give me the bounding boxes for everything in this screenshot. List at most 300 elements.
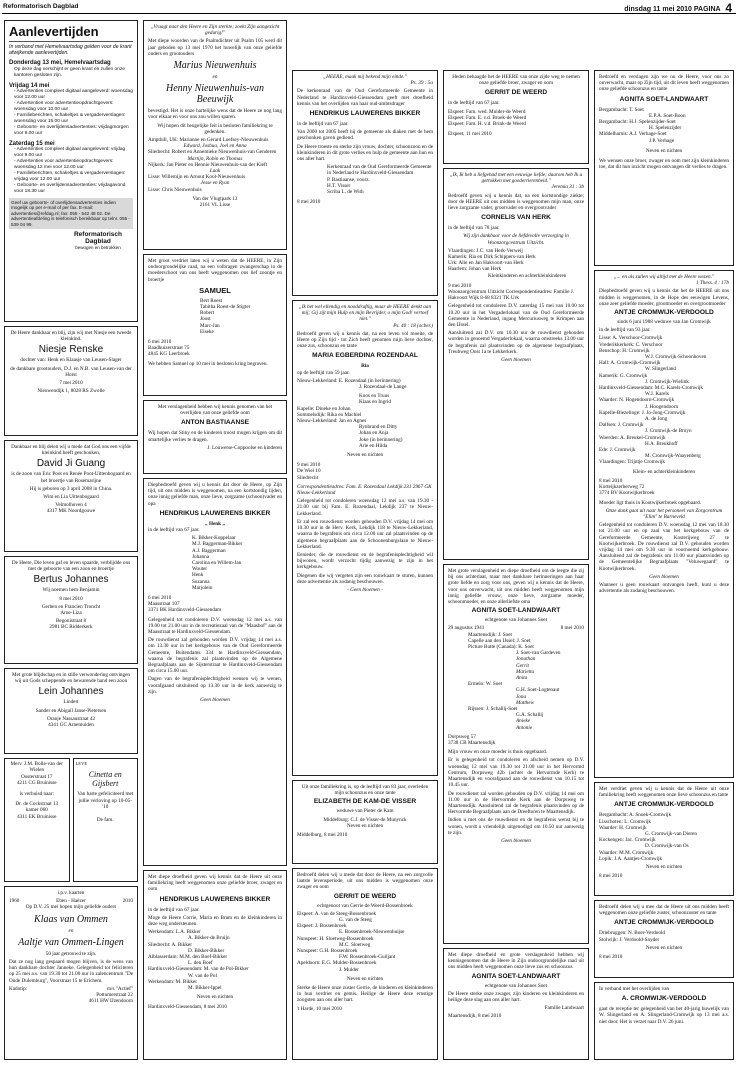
family-line: Lisse: Chris Nieuwenhuis [148, 186, 202, 193]
obit-thanks: Wij zijn dankbaar voor de liefdevolle verzorging in Woonzorgcentrum Uitzicht. [463, 233, 569, 246]
family-line: M.C. Sloetweg [339, 941, 371, 948]
family-line: Anieke [516, 718, 531, 725]
obit-intro: Bedroefd en verslagen zijn we nu de Heere, voor ons zo onverwacht, maar op Zijn tijd, uit dit leven heeft weggenomen onze geliefde schoonzus en tante [599, 74, 729, 93]
address-line: 4611 HW IJzendoorn [88, 998, 133, 1005]
deceased-name: AGNITA SOET-LANDWAART [619, 95, 709, 103]
notice-item: - Geboorte- en overlijdensadvertenties: vrijdagavond voor 18.30 uur [14, 183, 126, 195]
obit-footer: - Geen bloemen - [347, 586, 383, 593]
family-line: Werkendam: L.A. Bikker [148, 929, 201, 936]
address-line: m/s "Actief" [107, 985, 133, 992]
obit-footer: Geen bloemen [501, 837, 531, 844]
deceased-name: MARIA EGBERDINA ROZENDAAL [312, 352, 418, 360]
family-line: Bergambacht: H.J. Spelenzijder-Soet [599, 119, 676, 126]
deceased-name: HENDRIKUS LAUWERENS BIKKER [159, 509, 271, 517]
address-line: Van der Vlugtpark 13 [192, 195, 238, 202]
family-line: Bert Roest [200, 297, 223, 304]
column-4 [443, 20, 589, 1060]
obit-quote-ref: Ps. 39 : 5a [410, 80, 433, 87]
notice-line: Merv. J.M. Bolle-van der Wielen [10, 761, 63, 774]
family-line: H.A. Breukhoff [645, 440, 678, 447]
family-line: Woerden: A. Breukel-Cromwijk [599, 434, 666, 441]
family-line: Neven en nichten [645, 944, 683, 951]
family-line: Hardinxveld-Giessendam: M. van de Pol-Bikker [148, 966, 249, 973]
engagement-notice [73, 758, 139, 882]
obit-body: Gelegenheid tot condoleren D.V. zaterdag 15 mei van 10.00 tot 10.20 uur in het Vergaderlokaal van de Oud Gereformeerde Gemeente in Nederland, ingang Mercuriusweg te Krimpen aan den IJssel. [448, 303, 584, 329]
ad-intro: Met grote blijdschap en in stille verwondering ontvingen wij uit Gods scheppende en bewarende hand een zoon [12, 672, 130, 685]
obituary-agnita-family [443, 564, 589, 944]
family-line: Suzanna [192, 578, 210, 585]
address-line: Pottumerstraat 22 [96, 992, 133, 999]
issue-date: dinsdag 11 mei 2010 [624, 6, 692, 13]
obituary-cornelis [443, 168, 589, 560]
family-list [148, 535, 282, 591]
family-line: Robert [200, 310, 215, 317]
family-line: M. Cromwijk-Waayenberg [645, 453, 701, 460]
obit-signature: Familie Landwaart [544, 1005, 584, 1012]
deceased-subtitle: echtgenote van Johannes Soet [484, 982, 548, 989]
obituary-samuel [143, 254, 287, 396]
obit-quote: „HEERE, maak mij bekend mijn einde." [323, 74, 407, 80]
notice-item: - Advertenties voor advertentieopdrachtgevers: woensdag 12 mei voor 12.00 uur [14, 159, 114, 171]
notice-line: De fam. [96, 816, 114, 823]
obit-date: 9 mei 2010 [297, 462, 321, 469]
family-line: Henk [192, 572, 204, 579]
notice-line: Dr. de Cockstraat 13 [15, 801, 59, 808]
obituary-elizabeth [292, 780, 438, 864]
obit-thanks: Onze dank gaat uit naar het personeel van Zorgcentrum "Elim" te Barneveld [605, 507, 723, 520]
family-line: Ampthill, UK: Marianne en Gerard Loefsey-Nieuwenhuis [148, 137, 269, 144]
ad-date: 8 mei 2010 [59, 595, 83, 602]
ad-signature: Sander en Abigail Janse-Pietersen [35, 707, 107, 714]
husband-name: Marius Nieuwenhuis [173, 60, 257, 72]
family-line: Vlaardingen: Trijntje Cromwijk [599, 459, 665, 466]
ad-intro: De Heere dankbaar en blij, zijn wij met Niesje een tweede kleinkind. [10, 330, 132, 343]
family-line: Haarlem: Johan van Herk [448, 266, 502, 273]
family-line: Arie en Hilda [359, 442, 388, 449]
family-list [599, 335, 729, 474]
family-line: W.J. Karels [645, 391, 669, 398]
obituary-maria [292, 300, 438, 776]
obit-body: Eenieder, die de rouwdienst en de begrafenisplechtigheid wil bijwonen, wordt verzocht tijdig aanwezig te zijn in het kerkgebouw. [297, 551, 433, 571]
family-line: Rynbrand en Ditty [359, 424, 398, 431]
deceased-subtitle: echtgenote van Johannes Soet [484, 617, 548, 624]
obit-intro: De kerkenraad van de Oud Gereformeerde Gemeente in Nederland te Hardinxveld-Giessendam geeft met droefheid kennis van het overlijden van haar oud-ambtsdrager [297, 88, 433, 107]
family-list [297, 911, 433, 982]
ad-address: Nieuwendijk 1, 8028 RS Zwolle [37, 388, 105, 395]
ad-intro: Dankbaar en blij delen wij u mede dat God ons een vijfde kleinkind heeft geschonken, [11, 444, 131, 457]
obituary-gerrit-siblings [443, 70, 589, 164]
aanlevertijden-notice [4, 20, 138, 322]
deceased-name: A. CROMWIJK-VERDOOLD [621, 995, 707, 1003]
obituary-agnita-inlaws [594, 70, 734, 266]
notice-intro: In verband met Hemelvaartsdag gelden voor de krant afwijkende aanlevertijden. [9, 44, 132, 57]
family-line: E. Bossenbroek-Nieuwenhuijse [339, 929, 405, 936]
obituary-hendrikus-family [143, 478, 287, 866]
obit-intro: Uit onze familiekring is, op de leeftijd van 83 jaar, overleden mijn schoonzus en onze tante [301, 784, 429, 797]
obituary-hendrikus-church [292, 70, 438, 296]
deceased-age: in de leeftijd van 78 jaar. [448, 225, 500, 232]
family-line: Capelle aan den IJssel: J. Soet [468, 637, 531, 644]
ad-text: Op D.V. 25 mei hopen mijn geliefde ouders [25, 904, 117, 911]
ad-address: Oranje Nassaustraat 42 [46, 715, 96, 722]
family-line: Vlaardingen: J.C. van Herk-Verweij [448, 247, 523, 254]
notice-line: is verhuisd naar: [19, 790, 54, 797]
gift-address [9, 986, 133, 1005]
family-line: F.W. Bossenbroek-Guiljant [339, 954, 396, 961]
family-line: J. Cromwijk-de Bruyn [645, 428, 692, 435]
obit-body: Gelegenheid tot condoleren D.V. woensdag 12 mei van 18.30 tot 21.00 uur en op zaal van het kerkgebouw van de Gereformeerde Gemeente, Kosterijweg 27 te Kootwijkerbroek. De rouwdienst zal D.V. gehouden worden vrijdag 14 mei om 9.30 uur in voornoemd kerkgebouw. Aansluitend zal de begrafenis om 11.00 uur plaatsvinden op de Gemeentelijke Begraafplaats "Veluwegaard" te Kootwijkerbroek. [599, 522, 729, 572]
deceased-age: in de leeftijd van 67 jaar. [448, 100, 500, 107]
obit-quote-ref: 1 Thess. 4 : 17b [696, 280, 729, 287]
notice-item: - Advertenties voor advertentieopdrachtgevers: woensdag voor 10.00 uur [14, 100, 114, 112]
obit-quote-ref: Jeremia 31 : 3b [551, 184, 584, 191]
family-line: Maartensdijk: J. Soet [468, 631, 512, 638]
obit-body: Gelegenheid tot condoleren D.V. woensdag 12 mei a.s. van 19.00 tot 21.00 uur in de recreatiezaal van de "Maashof" aan de Maasstraat te Hardinxveld-Giessendam. [148, 616, 282, 636]
logo-text: Reformatorisch Dagblad [73, 231, 123, 246]
obit-body: Diegenen die wij vergeten zijn een rouwkaart te sturen, kunnen deze advertentie als zodanig beschouwen. [297, 572, 433, 585]
obit-date: 8 mei 2010 [599, 477, 623, 484]
family-line: Neven en nichten [346, 822, 384, 829]
obit-intro: Diepbedroefd geven wij u kennis dat door de Heere, op Zijn tijd, uit ons midden is weggenomen, na een kortstondig lijden, onze innig geliefde man, onze lieve, zorgzame (schoon)vader en opa [148, 482, 282, 507]
family-line: J. Soet-van Gardeven [516, 650, 561, 657]
obit-body: De Heere sterke onze zwager, zijn kinderen en kleinkinderen en heilige deze slag aan ons aller hart. [448, 990, 584, 1004]
family-line: Bergambacht: A. Snoek-Cromwijk [599, 812, 672, 819]
wife-name: Henny Nieuwenhuis-van Beeuwijk [165, 83, 265, 106]
ad-text: is de zoon van Eric Poot en Renée Poot-Uittenbogaard en het broertje van Rosemarijne [11, 471, 131, 484]
obit-address: 3774 BV Kootwijkerbroek [599, 490, 655, 497]
page-number: 4 [725, 1, 732, 15]
notice-text: Op deze dag verschijnt er geen krant en zullen onze kantoren gesloten zijn. [14, 66, 125, 78]
notice-heading: Vrijdag 14 mei [9, 82, 50, 89]
family-line: Tabitha Roest-de Stigter [200, 304, 251, 311]
family-line: Nieuw-Lekkerland: Jan en Agnes [297, 418, 367, 425]
family-line: G. Cromwijk-van Dieren [645, 831, 698, 838]
obit-address: Baadhuizerstraat 75 [148, 345, 190, 352]
obit-address: 3371 BK Hardinxveld-Giessendam [148, 607, 222, 614]
family-line: Koos en Truus [359, 393, 390, 400]
family-line: H. Spelenzijder [649, 125, 682, 132]
obit-date: Middelburg, 8 mei 2010 [297, 832, 348, 839]
family-line: Johan en Anja [359, 430, 389, 437]
wife-name: Aaltje van Ommen-Lingen [18, 936, 124, 948]
birth-date: 29 augustus 1941 [448, 625, 485, 632]
family-line: Dalfsen: J. Cromwijk [599, 422, 644, 429]
family-line: Marjolein [192, 584, 213, 591]
family-line: Ede: J. Cromwijk [599, 447, 636, 454]
column-1 [4, 20, 138, 1060]
notice-line: Van harte gefeliciteerd met jullie verloving op 10-05-'10 [77, 791, 134, 811]
family-line: Wouter [192, 566, 208, 573]
obit-address: Dorpsweg 57 [448, 733, 476, 740]
obit-footer: Geen bloemen [649, 573, 679, 580]
birth-ad-david [4, 440, 138, 552]
obit-correspondence: Woonzorgcentrum Uitzicht Correspondentieadres: Familie J. Hakvoort Wijk 8-68 8321 TK Urk [448, 289, 575, 302]
ad-header: i.p.v. kaarten [57, 890, 85, 896]
family-line: Werkendam: M. Bikker [148, 978, 197, 985]
masthead-rule [2, 13, 736, 14]
obit-body: De rouwdienst zal worden gehouden op D.V. vrijdag 14 mei om 11.00 uur in de Hervormde Kerk aan de Dorpsweg te Maartensdijk. Aansluitend zal de begrafenis plaatsvinden op de Hervormde Begraafplaats aan de Dreeftoren te Maartensdijk. [448, 790, 584, 816]
obit-intro: Met grote verslagenheid en diepe droefheid om de leegte die zij bij ons achterlaat, maar met dankbare herinneringen aan haar grote liefde en zorg voor ons, geven wij u kennis dat de Heere, voor ons onverwacht, uit ons midden heeft weggenomen mijn innig geliefde vrouw, onze lieve, zorgzame moeder, schoonmoeder, en onze allerliefste oma [448, 568, 584, 606]
deceased-name: AGNITA SOET-LANDWAART [471, 972, 561, 980]
family-line: G.H. Soet-Logtenaut [516, 687, 560, 694]
notice-item: - Familieberichten, schakeltjes & vergaderverslagen: vrijdag voor 12.00 uur [14, 171, 126, 183]
family-line: Marc-Jan [200, 322, 220, 329]
obit-date: Hardinxveld-Giessendam, 8 mei 2010 [148, 1004, 227, 1011]
family-line: Elspeet: J. Bossenbroek [297, 923, 347, 930]
family-line: J. Mulder [339, 966, 359, 973]
contact-panel [9, 198, 133, 229]
family-line: Carolina en Willem-Jan [192, 560, 242, 567]
conjunction: en [68, 927, 74, 934]
obit-note: We hebben Samuel op 10 mei in besloten kring begraven. [148, 360, 268, 367]
conjunction: en [212, 74, 218, 81]
obit-body: De rouwdienst zal gehouden worden D.V. vrijdag 14 mei a.s. om 13.30 uur in het kerkgebouw van de Oud Gereformeerde Gemeente, Buitendams 334 te Hardinxveld-Giessendam, waarna de begrafenis zal plaatsvinden op de Algemene Begraafplaats aan de Sijsterstraat te Hardinxveld-Giessendam om circa 15.00 uur. [148, 637, 282, 675]
signature-line: Scriba L. de With [327, 189, 364, 196]
column-3 [292, 20, 438, 1060]
child-name: Niesje Renske [38, 344, 104, 356]
family-line: Kapelle-Biezelinge: J. Jo-Jong-Cromwijk [599, 409, 686, 416]
family-line: Joke (in herinnering) [359, 436, 403, 443]
anniversary-ad-marius [143, 20, 287, 250]
husband-name: Klaas van Ommen [34, 913, 108, 925]
ad-quote: „Vraagt naar den Heere en Zijn sterkte; zoekt Zijn aangezicht gedurig!" [150, 24, 280, 37]
family-line: Urk: Alie en Jan Hakvoort-van Herk [448, 260, 524, 267]
family-line: Gerrit [516, 662, 529, 669]
obit-body: Er zal een rouwdienst worden gehouden D.V. vrijdag 14 mei om 10.30 uur in de Herv. Kerk, Lekdijk 118 te Nieuw-Lekkerland, waarna de begrafenis om circa 12.00 uur zal plaatsvinden op de algemene begraafplaats aan de Schoonenburgslaan te Nieuw-Lekkerland. [297, 518, 433, 550]
family-line: Marietta [516, 668, 535, 675]
deceased-subtitle: sinds 6 juni 1988 weduwe van Jan Cromwijk [617, 319, 711, 326]
newspaper-logo [63, 231, 133, 251]
family-line: Jonathan [516, 656, 536, 663]
family-line: Vrederikkerkerk: C. Verschoor [599, 341, 663, 348]
obit-date: Elspeet, 11 mei 2010 [448, 131, 492, 138]
family-line: Alblasserdam: M.M. den Boef-Bikker [148, 954, 228, 961]
deceased-age: in de leeftijd van 67 jaar. [148, 527, 200, 534]
obit-footer: Geen bloemen [501, 357, 531, 364]
deceased-name: ANTON BASTIAANSE [180, 419, 250, 427]
obit-address: Korteijkzerberweg 72 [599, 484, 645, 491]
deceased-name: ANTJE CROMWIJK-VERDOOLD [614, 309, 714, 317]
ad-text: Lindert [63, 699, 79, 706]
signature-line: Kerkenraad van de Oud Gereformeerde Gemeente in Nederland te Hardinxveld-Giessendam [327, 164, 432, 177]
contact-text: Geef uw geboorte- of overlijdensadvertenties indien mogelijk op per e-mail of per fax. E-mail: advertenties@refdag.nl; fax: 055 - 542 48 02. De advertentieafdeling is telefonisch bereikbaar op telnr. 055 - 539 04 99. [11, 200, 131, 227]
obit-body: Gelegenheid tot condoleren woensdag 12 mei a.s. van 19.30 - 21.00 uur bij Fam. E. Rozendaal, Lekdijk 237 te Nieuw-Lekkerland. [297, 498, 433, 517]
notice-item: - Advertenties compleet digitaal aangeleverd: woensdag voor 12.00 uur [14, 88, 133, 100]
family-line: G.A. Schallij [516, 712, 544, 719]
deceased-age: in de leeftijd van 67 jaar. [297, 121, 349, 128]
obit-intro: Bedroefd delen wij u mede dat door de Heere, na een zorgvolle laatste levensperiode, uit ons midden is weggenomen onze zwager en oom [297, 872, 433, 891]
family-line: Kamerik: G. Cromwijk [599, 372, 648, 379]
ad-text: 50 jaar getrouwd te zijn. [45, 950, 97, 957]
logo-tagline: bewogen en betrokken [75, 245, 121, 251]
family-line: L. den Boef [188, 960, 213, 967]
gift-address-lines [46, 986, 133, 1005]
child-name: Lein Johannes [38, 686, 104, 698]
masthead [0, 0, 738, 18]
obit-date: 6 mei 2010 [148, 595, 172, 602]
family-list [448, 248, 584, 279]
family-line: E.P.A. Soet-Boon [649, 112, 686, 119]
family-line: Bergambacht: T. Soet [599, 106, 644, 113]
family-line: Nijkerk: Jan Pieter en Hennie Nieuwenhuis-van der Kieft [148, 161, 268, 168]
family-line: Neven en nichten [346, 975, 384, 982]
family-line: Johanna [192, 553, 209, 560]
child-name: Bertus Johannes [33, 574, 109, 586]
notice-line: 4211 CG Bruinisse [16, 780, 57, 787]
family-line: Jona [516, 693, 527, 700]
notice-line: 4311 EK Bruinisse [17, 813, 57, 820]
obit-date: 8 mei 2010 [297, 199, 321, 206]
obit-body: We wensen onze broer, zwager en oom met zijn kleinkinderen toe, dat dit hun inzicht mogen ontvangen dit verlies te dragen. [599, 158, 729, 171]
small-ads-row [4, 758, 138, 882]
family-line: A. Bikker-de Bruijn [188, 935, 230, 942]
obit-intro: Heden behaagde het de HEERE van onze zijde weg te nemen onze geliefde broer, zwager en oom [452, 74, 580, 87]
obit-address: 4845 KG Leerbroek [148, 351, 190, 358]
family-line: Middelharnis: A.J. Verhage-Soet [599, 131, 667, 138]
obituary-antje-inlaws [594, 782, 734, 896]
obit-quote: „Ik, Ik heb u liefgehad met een eeuwige liefde; daarom heb Ik u getrokken met goedertierenheid." [449, 172, 583, 185]
obituary-hendrikus-siblings [143, 870, 287, 1060]
deceased-subtitle: echtgenoot van Gerrie de Weerd-Bossenbroek [317, 902, 413, 909]
deceased-name: ELIZABETH DE KAM-DE VISSER [313, 798, 417, 806]
obit-intro: Met verdriet geven wij u kennis dat de Heere uit onze familiekring heeft weggenomen onze lieve schoonzus en tante [599, 786, 729, 799]
ad-address: Begonistraat 8 [55, 618, 87, 625]
family-line: Elspeet: Fam. E. v.d. Broek-de Weerd [448, 114, 527, 121]
family-line: Picture Butte (Canada): K. Soet [468, 644, 534, 651]
family-line: Ermelo: W. Soet [468, 681, 503, 688]
notice-title: Aanlevertijden [9, 24, 99, 39]
obituary-anton [143, 400, 287, 474]
family-line: Lisse: A. Verschoor-Cromwijk [599, 335, 663, 342]
family-line: J. Rozendaal-de Lange [359, 384, 407, 391]
family-line: Rijssen: J. Schallij-Soet [468, 706, 518, 713]
notice-intro: In verband met het overlijden van [599, 986, 670, 992]
year-start: 1960 [9, 898, 20, 905]
family-line: Eiseke [200, 328, 214, 335]
obit-address: 3738 CB Maartensdijk [448, 740, 496, 747]
obit-intro: Bedroefd delen wij u mee dat de Heere uit ons midden heeft weggenomen onze geliefde zuster, schoonzuster en tante [599, 904, 729, 917]
family-line: Neven en nichten [645, 147, 683, 154]
signature-line: P. Bastiaanse, voorz. [327, 176, 370, 183]
ad-body: Dat ze nog lang gespaard mogen blijven, is de wens van hun dankbare dochter Janneke. Gelegenheid tot feliciteren op 25 mei a.s. van 19.30 tot 21.00 uur in zalencentrum "De Oude Dulemburg", Voorstraat 15 te Erichem. [9, 959, 133, 984]
family-line: Elspeet: Fam. wed. Mulder-de Weerd [448, 108, 526, 115]
obit-intro: Bedroefd geven wij u kennis dat, na een kortstondige ziekte; door de HEERE uit ons midden is weggenomen mijn man, onze lieve zorgzame vader, grootvader en overgrootvader [448, 192, 584, 212]
birth-ad-niesje [4, 326, 138, 436]
family-line: Martijn, Robin en Thomas [187, 155, 243, 162]
family-line: D. Bikker-Bikker [188, 947, 225, 954]
family-line: A. de Jong [645, 416, 668, 423]
obit-body: Aansluitend zal D.V. om 10.30 uur de rouwdienst gehouden worden in genoemd Vergaderlokaal, waarna omstreeks 13.00 uur de begrafenis zal plaatsvinden op de algemene begraafplaats, Treubweg Oost 1a te Lekkerkerk. [448, 330, 584, 355]
obit-body: Van 2000 tot 2005 heeft hij de gemeente als diaken met de hem geschonken gaven gediend. [297, 129, 433, 142]
family-line: Klaas en Ingrid [359, 399, 391, 406]
ad-address: Velmolhoven 4 [55, 502, 87, 509]
deceased-name: SAMUEL [199, 285, 231, 295]
obit-body: Indien u met ons de rouwdienst en de begrafenis wenst bij te wonen, wordt u vriendelijk uitgenodigd om 10.50 uur aanwezig te zijn. [448, 817, 584, 836]
column-5 [594, 20, 734, 1060]
obit-address: De Wiel 10 [297, 468, 321, 475]
ad-intro: Met diepe woorden van de Psalmdichter uit Psalm 105 werd dit jaar geboden op 13 mei 1970 het huwelijk van onze geliefde ouders en grootouders [148, 38, 282, 57]
family-line: J. Hoogendoorn [645, 403, 679, 410]
ad-signature: Wim en Lia Uittenbogaard [43, 494, 99, 501]
obit-footer: Geen bloemen [200, 697, 230, 704]
family-line: Waarder: M.M. Cromwijk [599, 849, 654, 856]
family-line: M. Bikker-Ippel [188, 985, 222, 992]
deceased-name: HENDRIKUS LAUWERENS BIKKER [309, 110, 421, 118]
deceased-nickname: „ Henk „ [205, 520, 225, 527]
family-line: Lopik: J.A. Aantjes-Cromwijk [599, 855, 663, 862]
obit-date: 8 mei 2010 [599, 954, 623, 961]
family-list [148, 137, 282, 208]
obit-date: 8 mei 2010 [599, 873, 623, 880]
obituary-agnita-siblings [443, 948, 589, 1060]
deceased-nickname: Ria [361, 363, 369, 370]
obit-note: Mijn vrouw en onze moeder is thuis opgebaard. [448, 749, 548, 756]
obit-body: Wanneer u geen rouwkaart ontvangen heeft, kunt u deze advertentie als zodanig beschouwen. [599, 581, 729, 595]
child-name: David Ji Guang [36, 458, 106, 470]
couple-names: Cinetta en Gijsbert [88, 770, 122, 789]
family-line: W. van de Pol [188, 972, 217, 979]
family-line: Kapelle: Dineke en Johan [297, 405, 351, 412]
family-line: W. Slingerland [645, 366, 676, 373]
obit-signature: J. Louwerse-Coppoolse en kinderen [207, 444, 282, 451]
family-line: Nieuw-Lekkerland: E. Rozendaal (in herinnering) [297, 377, 401, 384]
notice-line: Oosterstraat 17 [20, 773, 53, 780]
family-line: W.J. Cromwijk-Schoonhoven [645, 354, 707, 361]
family-line: Neven en nichten [645, 864, 683, 871]
deceased-age: in de leeftijd van 67 jaar. [148, 906, 200, 913]
deceased-age: op de leeftijd van 59 jaar. [297, 369, 350, 376]
ad-signature: Arne-Liza [60, 610, 82, 617]
year-text: Eben - Haëzer [56, 898, 86, 905]
notice-header: LEVE [75, 761, 88, 766]
family-line: Stolwijk: J. Verdoold-Snyder [599, 936, 660, 943]
obit-correspondence: Correspondentieadres: Fam. E. Rozendaal Lekdijk 231 2967 GK Nieuw-Lekkerland [297, 483, 432, 497]
ad-address: 4317 MK Noordgouwe [46, 508, 96, 515]
deceased-name: ANTJE CROMWIJK-VERDOOLD [614, 919, 714, 927]
family-line: Hall: A. Cromwijk-Cromwijk [599, 360, 661, 367]
ad-text: dochter van: Henk en Klaasje van Leusen-Slager [20, 357, 122, 364]
family-line: Nunspeet: G.H. Bossenbroek [297, 948, 358, 955]
family-line: Hardinxveld-Giessendam: M.C. Karels-Cromwijk [599, 385, 704, 392]
deceased-name: AGNITA SOET-LANDWAART [471, 607, 561, 615]
obit-body: Er is gelegenheid tot condoleren en afscheid nemen op D.V. woensdag 12 mei van 19.30 tot 21.00 uur in het Hervormd Centrum, Dorpsweg 42b (achter de Hervormde Kerk) te Maartensdijk en voorafgaand aan de rouwdienst van 10.15 tot 10.45 uur. [448, 757, 584, 789]
gift-label: Kadotip: [9, 985, 28, 992]
birth-ad-bertus [4, 556, 138, 664]
obit-date: 6 mei 2010 [148, 339, 172, 346]
reception-cancelled-notice [594, 982, 734, 1060]
obit-body: Moge de Heere Corrie, Maria en Bram en de kleinkinderen in deze weg ondersteunen. [148, 914, 282, 928]
divider [9, 41, 133, 42]
obit-date: Maartensdijk, 8 mei 2010 [448, 1013, 502, 1020]
ad-address: 4341 GC Arnemuiden [48, 722, 94, 729]
obit-intro: Bedroefd geven wij u kennis dat, na een leven vol moeite, de Heere op Zijn tijd - tot Zich heeft genomen mijn lieve dochter, onze zus, schoonzus en tante [297, 330, 433, 350]
deceased-name: HENDRIKUS LAUWERENS BIKKER [159, 895, 271, 903]
family-line: Laak [209, 168, 221, 175]
notice-item: - Geboorte- en overlijdensadvertenties: vrijdagmorgen voor 9.00 uur [14, 124, 129, 136]
obit-body: Dagen van de begrafenisplechtigheid wensen wij te wenen, voorafgaand uitsluitend op 13.30 uur in de kerk aanwezig te zijn. [148, 676, 282, 695]
family-line: Waarder: N. Hogendoorn-Cromwijk [599, 397, 675, 404]
obituary-antje-siblings [594, 900, 734, 978]
birth-ad-lein [4, 668, 138, 754]
notice-item: - Advertenties compleet digitaal aangeleverd: vrijdag voor 9.00 uur [14, 147, 126, 159]
obit-body: De Heere troeste en sterke zijn vrouw, dochter, schoonzoon en de kleinkinderen in dit grote verlies en hulp de gemeente aan hun en ons aller hart. [297, 143, 433, 163]
family-line: Lisschoten: L. Cromwijk [599, 818, 652, 825]
address-line: 2161 VL Lisse [199, 202, 231, 209]
obituary-gerrit-family [292, 868, 438, 1060]
notice-item: - Familieberichten, schakeltjes & vergaderverslagen: woensdag voor 15.00 uur [14, 112, 126, 124]
obit-note: Moeder ligt thuis in Kootwijkerbroek opgebaard. [599, 499, 701, 506]
family-line: Sommelsdijk: Rika en Machiel [297, 411, 362, 418]
